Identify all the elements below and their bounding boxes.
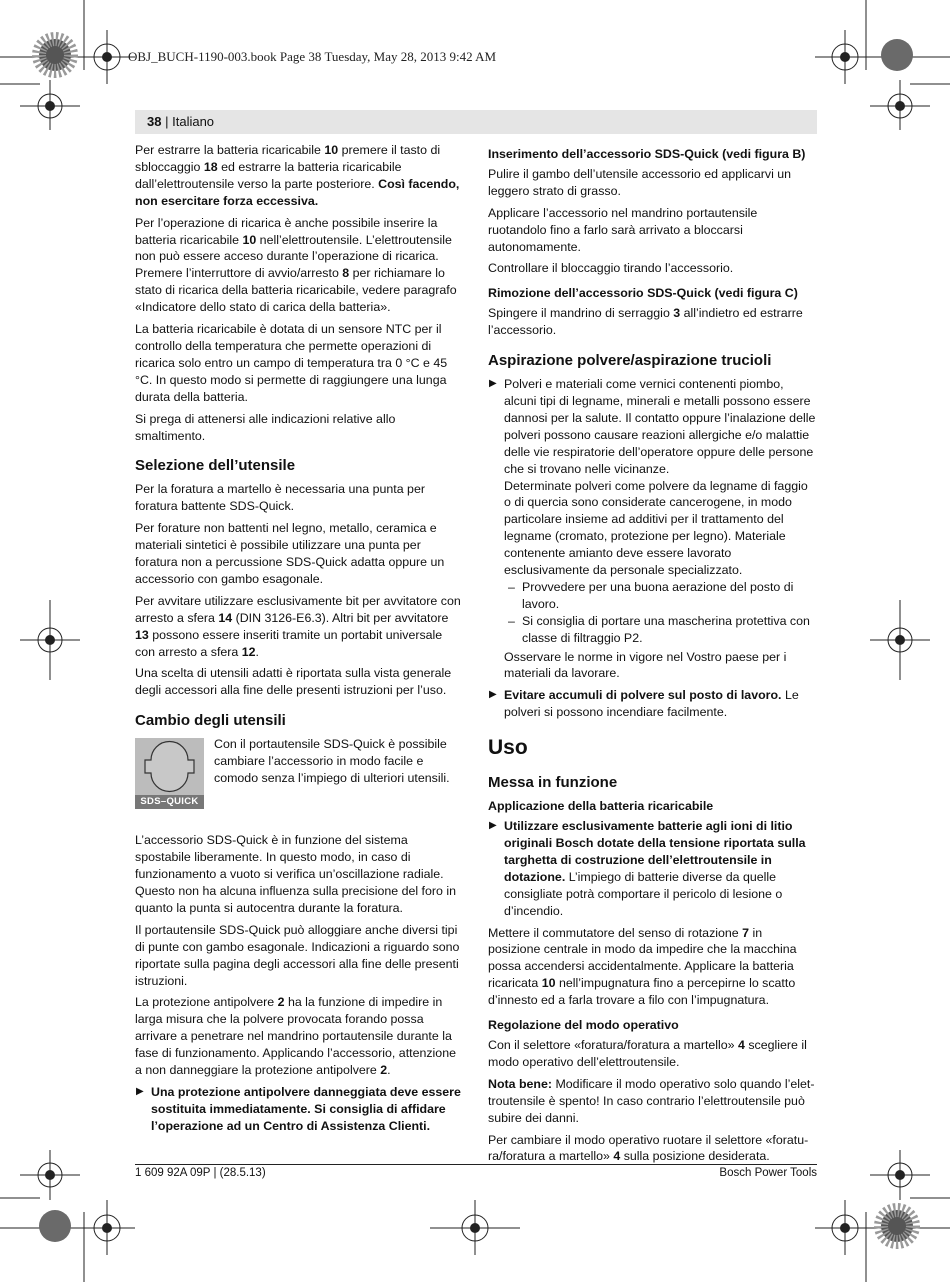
section-heading: Messa in funzione — [488, 774, 618, 792]
footer-rule — [135, 1164, 817, 1165]
subsection-heading: Applicazione della batteria ricaricabile — [488, 799, 714, 814]
section-heading: Selezione dell’utensile — [135, 457, 296, 475]
footer-brand: Bosch Power Tools — [719, 1167, 817, 1179]
sds-quick-block — [135, 736, 464, 822]
sds-quick-text: Con il portautensile SDS-Quick è possibile cambiare l’accessorio in modo facile e comodo senza l’impiego di ulteriori utensili. — [214, 737, 450, 786]
paragraph: La batteria ricaricabile è dotata di un sensore NTC per il controllo della temperatura che permette operazioni di ricarica solo entro un campo di temperatura tra 0 °C e 45 °C. In questo modo si permette di raggiungere una lunga durata della batteria. — [135, 322, 448, 404]
paragraph: Per la foratura a martello è necessaria una punta per foratura battente SDS-Quick. — [135, 482, 425, 514]
warning-bullet: ▶ Evitare accumuli di polvere sul posto di lavoro. Le polveri si possono incendiare facilmente. — [489, 688, 799, 720]
bullet-arrow-icon: ▶ — [489, 689, 497, 701]
paragraph: La protezione antipolvere 2 ha la funzione di impedire in larga misura che la polvere provocata forando possa arrivare a penetrare nel mandrino portautensile durante la fase di funzionamento. Applicando l’accessorio, attenzione a non danneggiare la protezione antipolvere 2. — [135, 995, 456, 1078]
paragraph: Si prega di attenersi alle indicazioni relative allo smaltimento. — [135, 411, 396, 443]
dash-item: – Si consiglia di portare una mascherina protettiva con classe di filtraggio P2. — [508, 613, 810, 645]
header-language: Italiano — [172, 114, 215, 129]
page-number: 38 — [147, 114, 162, 129]
paragraph: Il portautensile SDS-Quick può alloggiare anche diversi tipi di punte con gambo esagonale. Indicazioni a riguardo sono riportate sulla pagina degli accessori alla fine delle presenti istruzioni. — [135, 922, 460, 988]
bullet-arrow-icon: ▶ — [136, 1085, 144, 1097]
paragraph: Una scelta di utensili adatti è riportata sulla vista generale degli accessori alla fine delle presenti istruzioni per l’uso. — [135, 666, 452, 698]
page-header-bar — [135, 110, 817, 134]
bullet-arrow-icon: ▶ — [489, 378, 497, 390]
paragraph: Mettere il commutatore del senso di rotazione 7 in posizione centrale in modo da impedire che la macchina possa accendersi accidentalmente. Applicare la batteria ricaricata 10 nell’impugnatura fino a percepirne lo scatto d’innesto ed a farla trovare a filo con l’impugnatura. — [488, 925, 797, 1008]
warning-bullet: ▶ Polveri e materiali come vernici contenenti piombo, alcuni tipi di legname, minerali e metalli possono essere dannosi per la salute. Il contatto oppure l’inalazione delle polveri possono causare reazioni allergiche e/o malattie delle vie respiratorie dell’operatore oppure delle persone che si trovano nelle vicinanze. Determinate polveri come polvere da legname di faggio o di quercia sono considerate cancerogene, in modo particolare insieme ad additivi per il trattamento del legname (cromato, protezione per legno). Materiale contenente amianto deve essere lavorato esclusivamente da personale specializzato. – Provvedere per una buona aerazione del posto di lavoro. – Si consiglia di portare una mascherina protettiva con classe di filtraggio P2. Osservare le norme in vigore nel Vostro paese per i materiali da lavorare. — [489, 377, 816, 681]
paragraph: Pulire il gambo dell’utensile accessorio ed applicarvi un leggero strato di grasso. — [488, 166, 792, 198]
paragraph: Applicare l’accessorio nel mandrino portautensile ruotandolo fino a farlo sarà arrivato a bloccarsi autonomamente. — [488, 205, 758, 254]
header-separator: | — [165, 114, 169, 129]
paragraph: Controllare il bloccaggio tirando l’accessorio. — [488, 261, 734, 276]
subsection-heading: Rimozione dell’accessorio SDS-Quick (vedi figura C) — [488, 286, 798, 301]
paragraph: Spingere il mandrino di serraggio 3 all’indietro ed estrarre l’accessorio. — [488, 306, 803, 338]
paragraph: Per cambiare il modo operativo ruotare il selettore «foratura/foratura a martello» 4 sulla posizione desiderata. — [488, 1132, 809, 1164]
paragraph: L’accessorio SDS-Quick è in funzione del sistema spostabile liberamente. In questo modo, in caso di funzionamento a vuoto si verifica un’oscillazione radiale. Questo non ha alcuna influenza sulla precisione del foro in quanto la punta si autocentra durante la foratura. — [135, 833, 456, 915]
section-heading: Aspirazione polvere/aspirazione trucioli — [488, 352, 772, 370]
dash-item: – Provvedere per una buona aerazione del posto di lavoro. — [508, 579, 794, 611]
warning-bullet: ▶ Utilizzare esclusivamente batterie agli ioni di litio originali Bosch dotate della tensione riportata sulla targhetta di costruzione dell’elettroutensile in dotazione. L’impiego di batterie diverse da quelle consigliate potrà comportare il pericolo di lesione o d’incendio. — [489, 819, 806, 918]
bullet-arrow-icon: ▶ — [489, 820, 497, 832]
paragraph: Per estrarre la batteria ricaricabile 10 premere il tasto di sbloccaggio 18 ed estrarre la batteria ricaricabile dall’elettroutensile verso la parte posteriore. Così facendo, non esercitare forza eccessiva. — [135, 143, 460, 208]
footer-document-id: 1 609 92A 09P | (28.5.13) — [135, 1167, 266, 1179]
paragraph: Nota bene: Modificare il modo operativo solo quando l’elettroutensile è spento! In caso contrario l’elettroutensile può subire dei danni. — [488, 1076, 815, 1125]
right-column — [488, 142, 817, 1170]
paragraph: Per avvitare utilizzare esclusivamente bit per avvitatore con arresto a sfera 14 (DIN 3126-E6.3). Altri bit per avvitatore 13 possono essere inseriti tramite un portabit universale con arresto a sfera 12. — [135, 593, 461, 659]
paragraph: Per forature non battenti nel legno, metallo, ceramica e materiali sintetici è possibile utilizzare una punta per foratura non a percussione SDS-Quick adatta oppure un accessorio con gambo esagonale. — [135, 521, 445, 586]
subsection-heading: Inserimento dell’accessorio SDS-Quick (vedi figura B) — [488, 147, 806, 161]
sds-quick-label: SDS–QUICK — [135, 795, 204, 809]
print-info-line: OBJ_BUCH-1190-003.book Page 38 Tuesday, May 28, 2013 9:42 AM — [128, 49, 497, 64]
subsection-heading: Regolazione del modo operativo — [488, 1018, 679, 1033]
sds-quick-icon — [135, 738, 204, 807]
warning-bullet: ▶ Una protezione antipolvere danneggiata deve essere sostituita immediatamente. Si consiglia di affidare l’operazione ad un Centro di Assistenza Clienti. — [136, 1084, 461, 1133]
paragraph: Per l’operazione di ricarica è anche possibile inserire la batteria ricaricabile 10 nell’elettroutensile. L’elettroutensile non può essere acceso durante l’operazione di ricarica. Premere l’interruttore di avvio/arresto 8 per richiamare lo stato di ricarica della batteria ricaricabile, vedere paragrafo «Indicatore dello stato di carica della batteria». — [135, 215, 457, 315]
chapter-heading: Uso — [488, 736, 528, 760]
left-column — [135, 142, 464, 1140]
section-heading: Cambio degli utensili — [135, 712, 286, 730]
paragraph: Con il selettore «foratura/foratura a martello» 4 scegliere il modo operativo dell’elettroutensile. — [488, 1037, 807, 1069]
